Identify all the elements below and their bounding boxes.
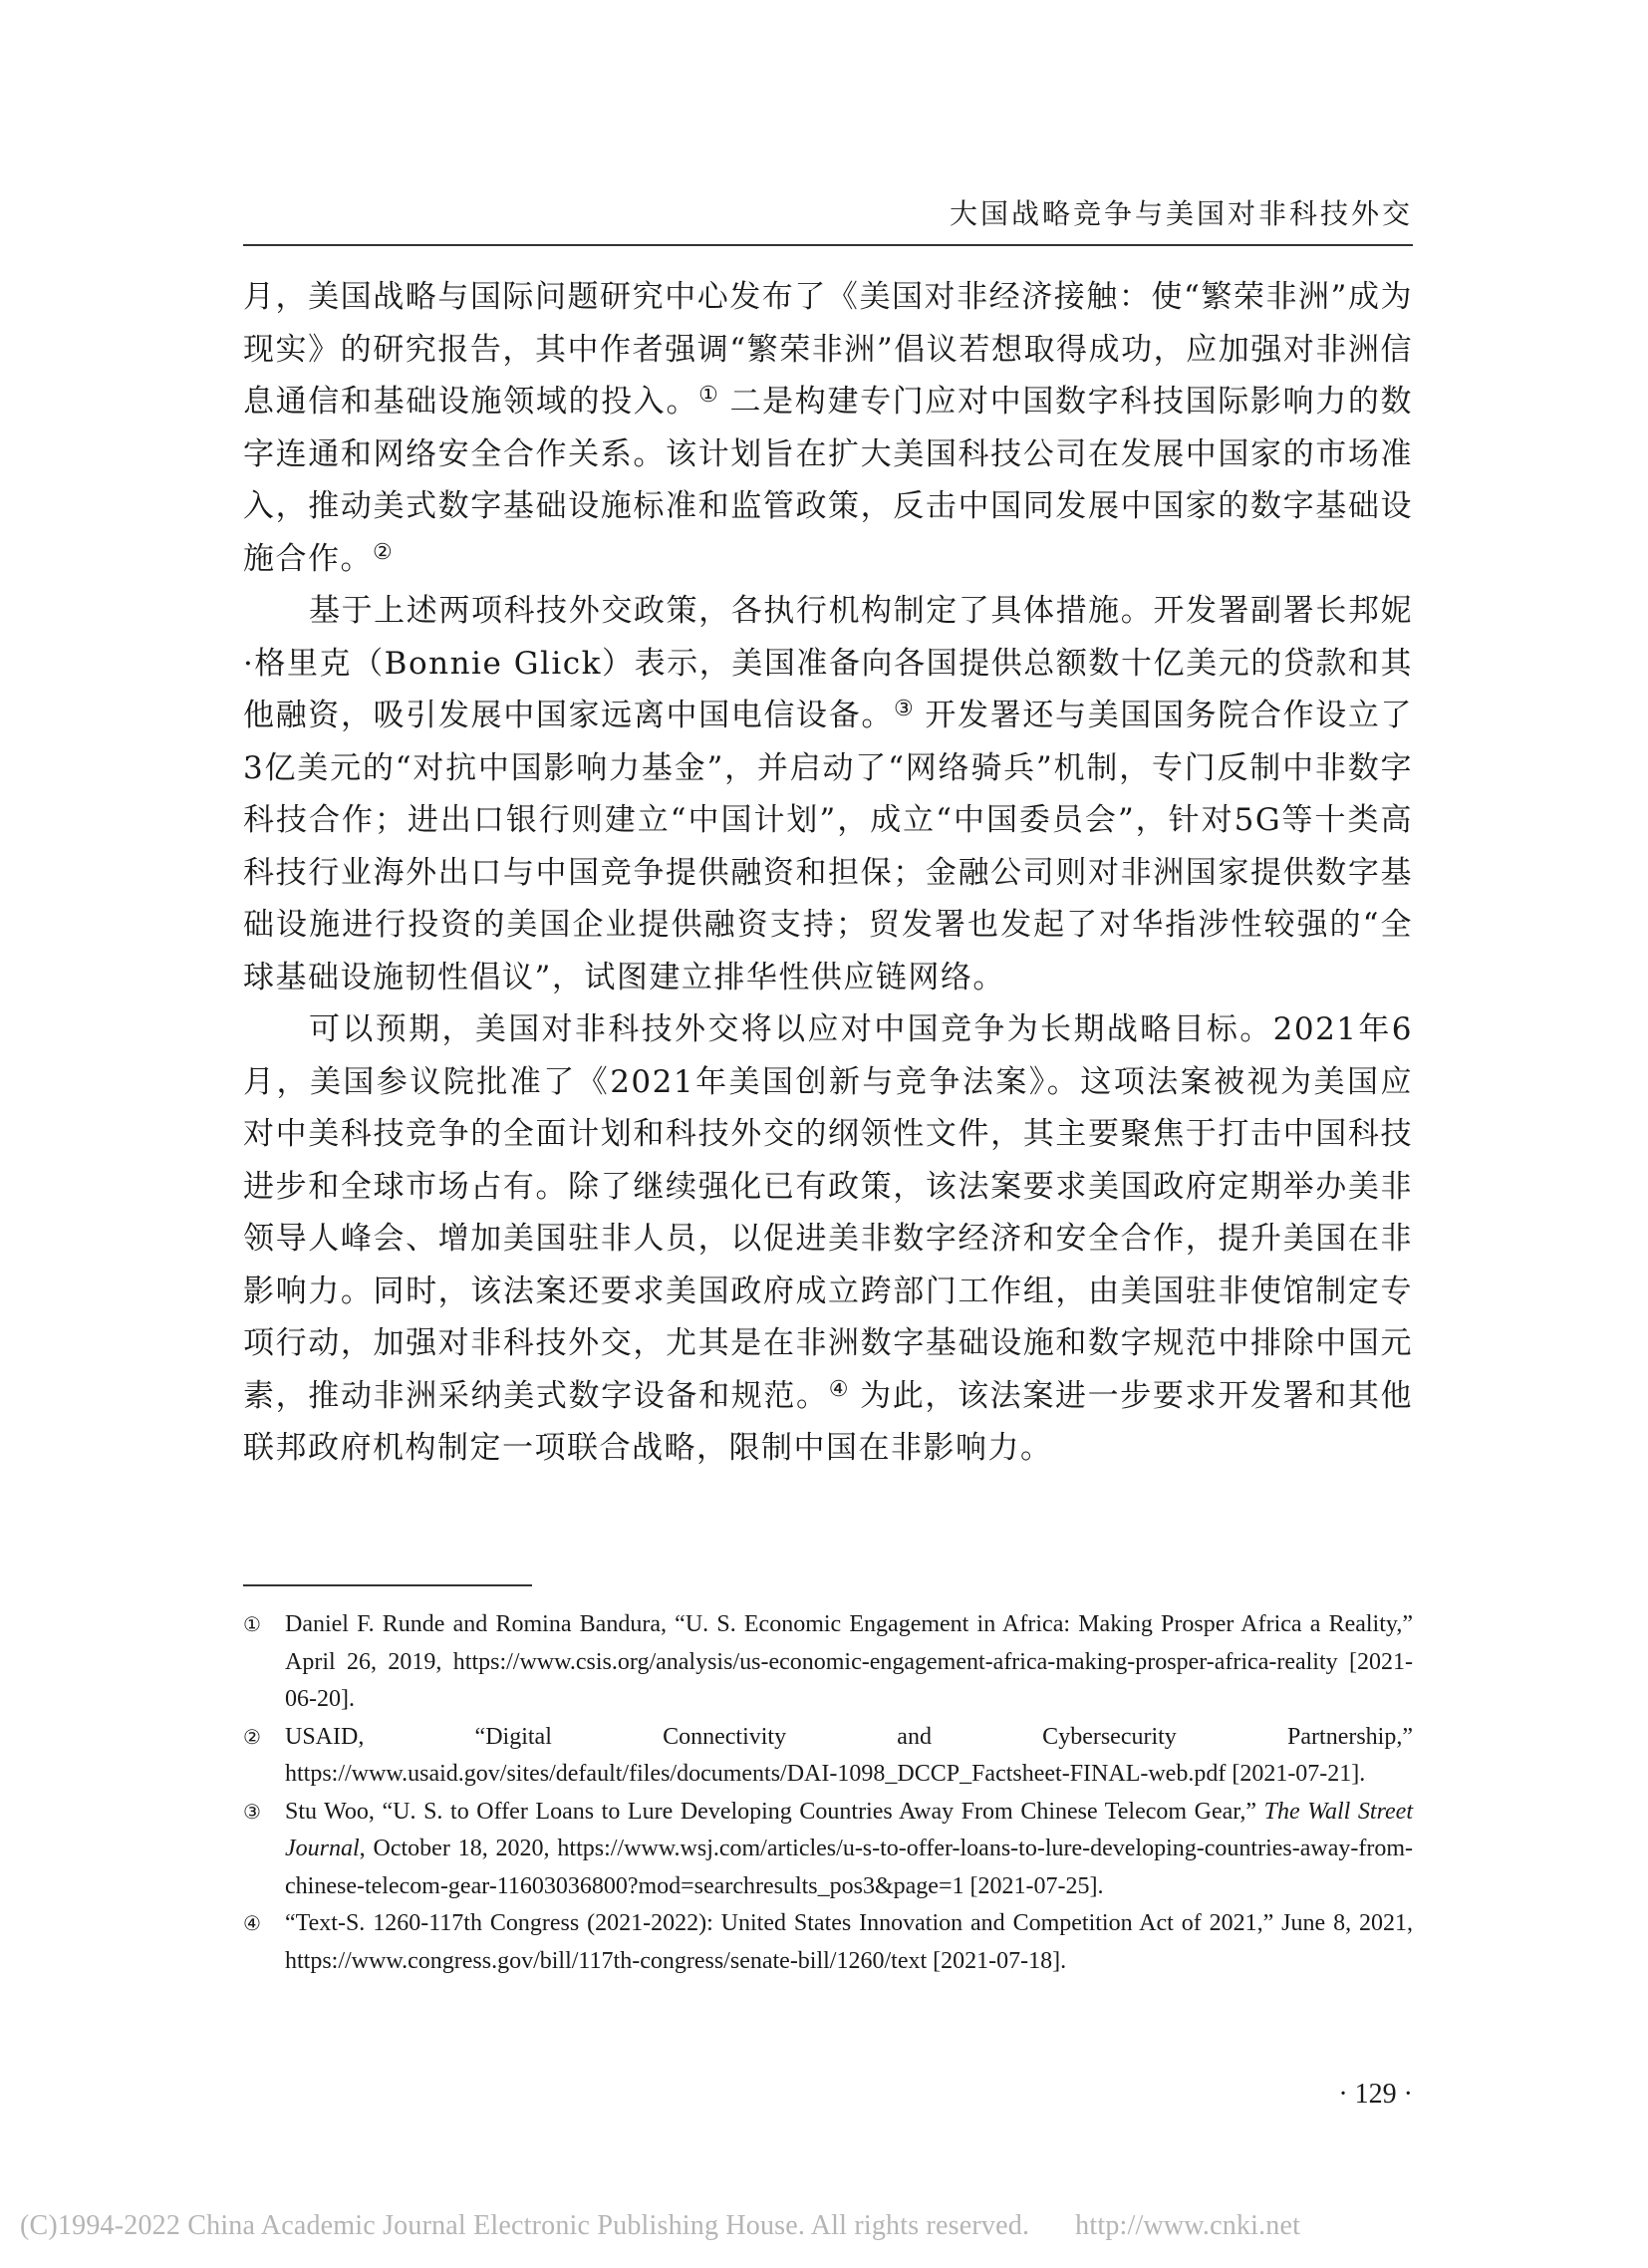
text-run: 可以预期，美国对非科技外交将以应对中国竞争为长期战略目标。2021年6月，美国参议院批准了《2021年美国创新与竞争法案》。这项法案被视为美国应对中美科技竞争的全面计划和科技外交的纲领性文件，其主要聚焦于打击中国科技进步和全球市场占有。除了继续强化已有政策，该法案要求美国政府定期举办美非领导人峰会、增加美国驻非人员，以促进美非数字经济和安全合作，提升美国在非影响力。同时，该法案还要求美国政府成立跨部门工作组，由美国驻非使馆制定专项行动，加强对非科技外交，尤其是在非洲数字基础设施和数字规范中排除中国元素，推动非洲采纳美式数字设备和规范。 [243,1011,1413,1414]
text-run: “Text-S. 1260-117th Congress (2021-2022): United States Innovation and Competition Act of 2021,” June 8, 2021, https://www.congress.gov/bill/117th-congress/senate-bill/1260/text [2021-07-18]. [285,1910,1413,1974]
text-run: Stu Woo, “U. S. to Offer Loans to Lure Developing Countries Away From Chinese Telecom Gear,” [285,1798,1264,1825]
text-run: USAID, “Digital Connectivity and Cybersecurity Partnership,” https://www.usaid.gov/sites/default/files/documents/DAI-1098_DCCP_Factsheet-FINAL-web.pdf [2021-07-21]. [285,1723,1413,1787]
footnote [243,1719,1413,1794]
running-header: 大国战略竞争与美国对非科技外交 [949,197,1413,230]
footnote-text [285,1794,1413,1906]
footnote-marker: ① [243,1612,261,1636]
header-rule [243,244,1413,246]
footnotes [243,1606,1413,1980]
footnote-text [285,1606,1413,1719]
footnote [243,1606,1413,1719]
footnote-text [285,1719,1413,1794]
text-run: 二是构建专门应对中国数字科技国际影响力的数字连通和网络安全合作关系。该计划旨在扩大美国科技公司在发展中国家的市场准入，推动美式数字基础设施标准和监管政策，反击中国同发展中国家的数字基础设施合作。 [243,384,1413,577]
text-run: 月，美国战略与国际问题研究中心发布了《美国对非经济接触：使“繁荣非洲”成为现实》的研究报告，其中作者强调“繁荣非洲”倡议若想取得成功，应加强对非洲信息通信和基础设施领域的投入。 [243,279,1413,420]
footnote-reference[interactable]: ③ [894,697,914,721]
footnote-reference[interactable]: ④ [828,1376,849,1402]
footnote-rule [243,1584,532,1586]
footnote-reference[interactable]: ② [373,539,393,565]
body-paragraph [243,271,1413,585]
article-body [243,271,1413,1475]
body-paragraph [243,585,1413,1003]
page-number: · 129 · [1338,2079,1413,2110]
footnote [243,1794,1413,1906]
footnote-marker: ② [243,1724,261,1749]
text-run: 开发署还与美国国务院合作设立了3亿美元的“对抗中国影响力基金”，并启动了“网络骑兵”机制，专门反制中非数字科技合作；进出口银行则建立“中国计划”，成立“中国委员会”，针对5G等十类高科技行业海外出口与中国竞争提供融资和担保；金融公司则对非洲国家提供数字基础设施进行投资的美国企业提供融资支持；贸发署也发起了对华指涉性较强的“全球基础设施韧性倡议”，试图建立排华性供应链网络。 [243,698,1413,995]
body-paragraph [243,1003,1413,1475]
italic-title: The Wall Street Journal [285,1798,1414,1861]
text-run: 为此，该法案进一步要求开发署和其他联邦政府机构制定一项联合战略，限制中国在非影响力。 [243,1377,1413,1466]
text-run: , October 18, 2020, https://www.wsj.com/articles/u-s-to-offer-loans-to-lure-developing-countries-away-from-chinese-telecom-gear-11603036800?mod=searchresults_pos3&page=1 [2021-07-25]. [285,1836,1413,1899]
footnote-marker: ④ [243,1911,261,1935]
footnote-text [285,1905,1413,1980]
footnote-marker: ③ [243,1799,261,1824]
footnote-reference[interactable]: ① [698,383,718,408]
copyright-notice: (C)1994-2022 China Academic Journal Electronic Publishing House. All rights reserved. [20,2210,1030,2241]
cnki-watermark [20,2210,1628,2242]
text-run: 基于上述两项科技外交政策，各执行机构制定了具体措施。开发署副署长邦妮·格里克（Bonnie Glick）表示，美国准备向各国提供总额数十亿美元的贷款和其他融资，吸引发展中国家远离中国电信设备。 [243,593,1413,733]
text-run: Daniel F. Runde and Romina Bandura, “U. S. Economic Engagement in Africa: Making Prosper Africa a Reality,” April 26, 2019, https://www.csis.org/analysis/us-economic-engagement-africa-making-prosper-africa-reality [2021-06-20]. [285,1611,1413,1712]
footnote [243,1905,1413,1980]
cnki-url: http://www.cnki.net [1075,2210,1301,2241]
